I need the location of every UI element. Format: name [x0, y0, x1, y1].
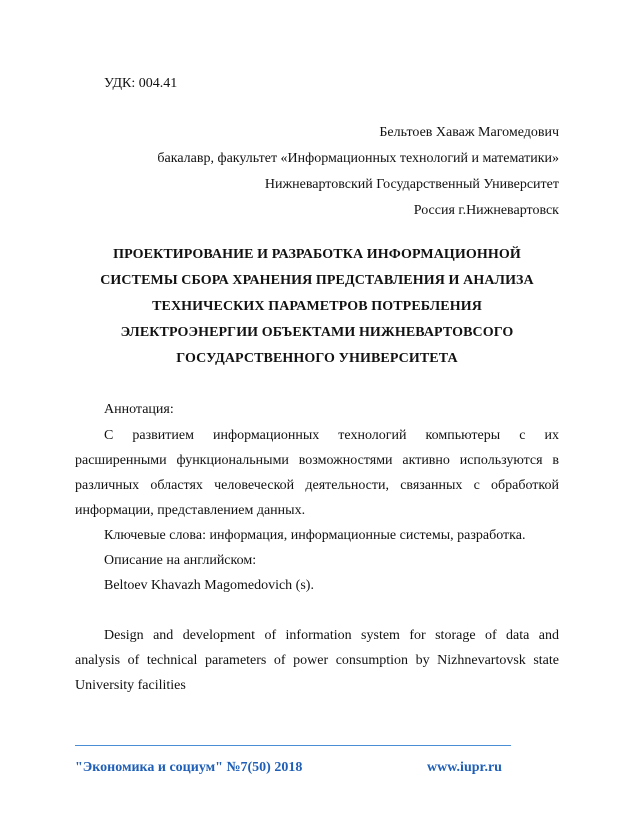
author-position: бакалавр, факультет «Информационных технологий и математики» — [157, 151, 559, 166]
title-line-3: ТЕХНИЧЕСКИХ ПАРАМЕТРОВ ПОТРЕБЛЕНИЯ — [152, 299, 482, 314]
abstract-line-4: информации, представлением данных. — [75, 503, 306, 518]
author-location: Россия г.Нижневартовск — [413, 203, 559, 218]
english-author: Beltoev Khavazh Magomedovich (s). — [104, 578, 314, 593]
abstract-line-3: различных областях человеческой деятельности, связанных с обработкой — [75, 478, 559, 493]
title-line-5: ГОСУДАРСТВЕННОГО УНИВЕРСИТЕТА — [176, 351, 458, 366]
author-name: Бельтоев Хаваж Магомедович — [379, 125, 559, 140]
footer-divider — [75, 745, 511, 746]
title-line-1: ПРОЕКТИРОВАНИЕ И РАЗРАБОТКА ИНФОРМАЦИОННОЙ — [113, 247, 521, 262]
keywords: Ключевые слова: информация, информационные системы, разработка. — [104, 528, 526, 543]
udc-code: УДК: 004.41 — [104, 76, 178, 91]
english-title-line-1: Design and development of information system for storage of data and — [104, 628, 559, 643]
abstract-line-2: расширенными функциональными возможностями активно используются в — [75, 453, 559, 468]
footer-website-link[interactable]: www.iupr.ru — [427, 760, 502, 775]
english-title-line-3: University facilities — [75, 678, 186, 693]
footer-journal: "Экономика и социум" №7(50) 2018 — [75, 760, 303, 775]
abstract-line-1: С развитием информационных технологий компьютеры с их — [104, 428, 559, 443]
english-title-line-2: analysis of technical parameters of power consumption by Nizhnevartovsk state — [75, 653, 559, 668]
title-line-2: СИСТЕМЫ СБОРА ХРАНЕНИЯ ПРЕДСТАВЛЕНИЯ И АНАЛИЗА — [100, 273, 534, 288]
abstract-heading: Аннотация: — [104, 402, 174, 417]
english-heading: Описание на английском: — [104, 553, 257, 568]
title-line-4: ЭЛЕКТРОЭНЕРГИИ ОБЪЕКТАМИ НИЖНЕВАРТОВСОГО — [120, 325, 514, 340]
author-university: Нижневартовский Государственный Университет — [264, 177, 559, 192]
